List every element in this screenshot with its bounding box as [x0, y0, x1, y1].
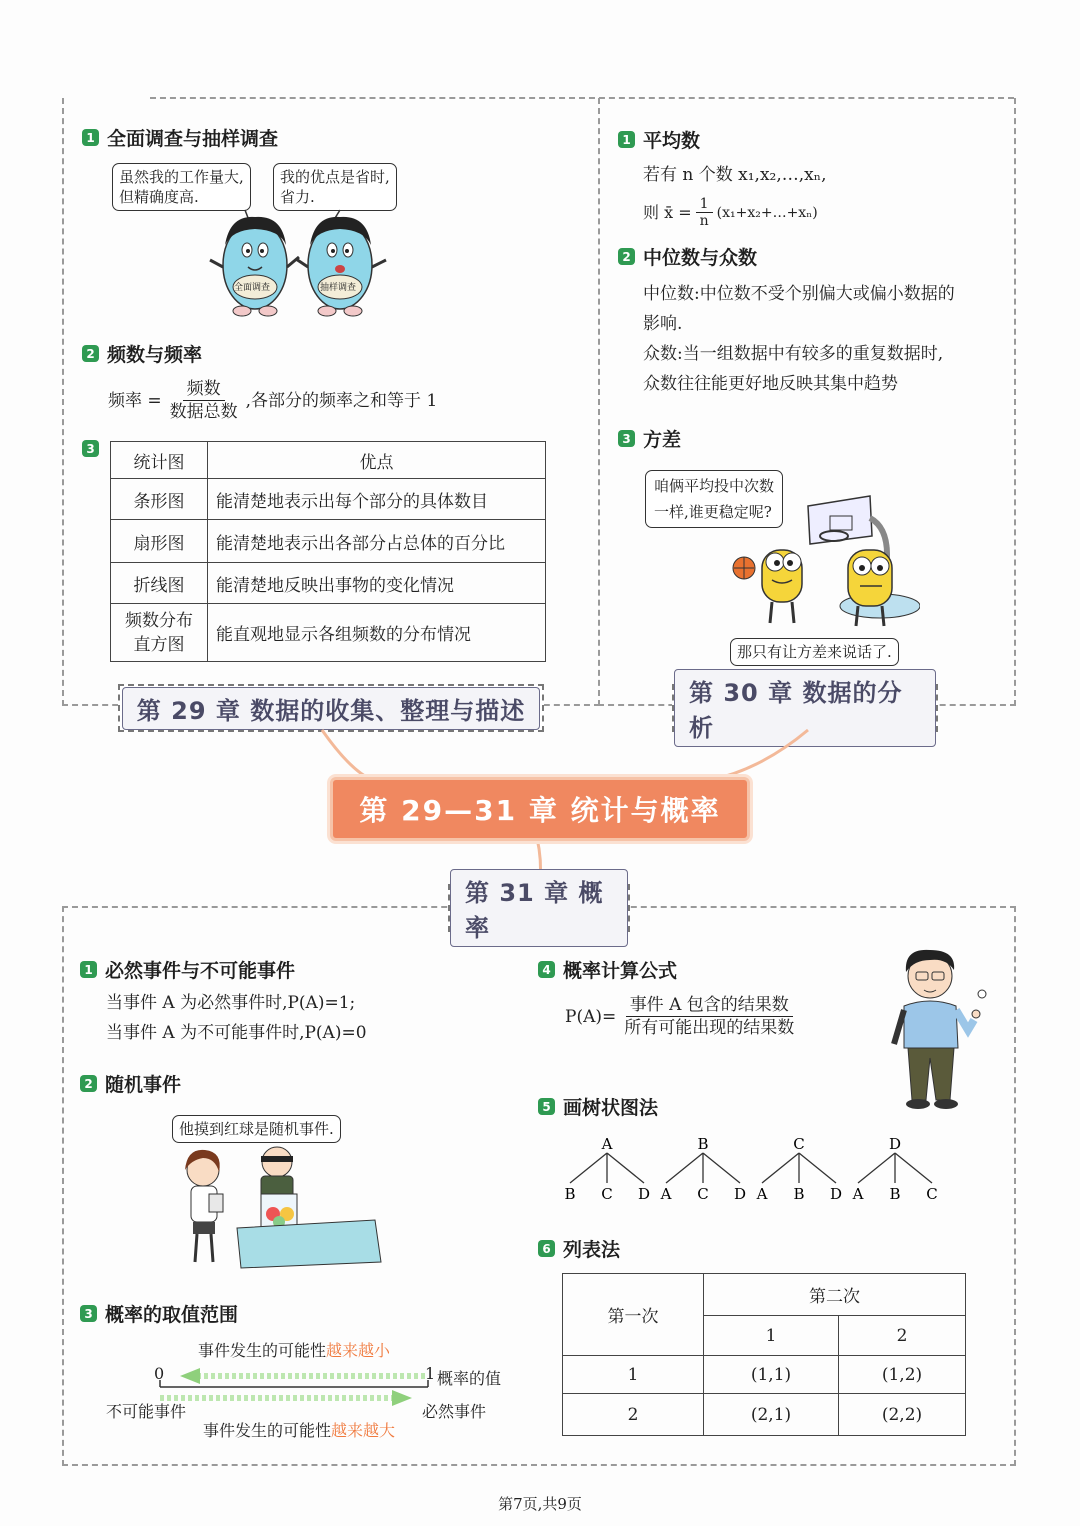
tree-leaf: B: [564, 1185, 576, 1203]
tree-root: A: [601, 1135, 613, 1153]
tree-diagrams: [555, 1135, 950, 1205]
tree-leaf: A: [660, 1185, 672, 1203]
range-bottom-text: [203, 1416, 395, 1446]
section-title-text: 随机事件: [105, 1074, 182, 1096]
table-cell: 能清楚地表示出各部分占总体的百分比: [208, 520, 546, 563]
probability-formula: [565, 994, 802, 1039]
section-title-text: 频数与频率: [107, 344, 203, 366]
bubble-line: 咱俩平均投中次数: [654, 477, 775, 495]
table-header: 第二次: [704, 1274, 966, 1316]
section-number: 4: [538, 961, 555, 978]
tree-leaf: C: [697, 1185, 709, 1203]
ch31-section4-title: [538, 956, 677, 983]
tree-leaf: B: [889, 1185, 901, 1203]
cell-line: 直方图: [133, 634, 185, 655]
formula-lhs: 则 x̄ =: [643, 202, 692, 222]
section-number: 2: [80, 1075, 97, 1092]
section-title-text: 中位数与众数: [643, 247, 758, 269]
section-title-text: 全面调查与抽样调查: [107, 128, 279, 150]
section-number: 5: [538, 1098, 555, 1115]
mode-text-line: 众数:当一组数据中有较多的重复数据时,: [643, 344, 944, 364]
tree-root: C: [793, 1135, 805, 1153]
section-title-text: 画树状图法: [563, 1097, 659, 1119]
table-row: [563, 1356, 966, 1394]
section-title-text: 方差: [643, 429, 682, 451]
section-number: 1: [618, 131, 635, 148]
range-highlight: 越来越大: [331, 1421, 396, 1440]
section-title-text: 平均数: [643, 130, 701, 152]
section-title-text: 必然事件与不可能事件: [105, 960, 296, 982]
table-header: 第一次: [563, 1274, 704, 1356]
section-number: 1: [82, 129, 99, 146]
listing-table: [562, 1273, 966, 1436]
table-header: 1: [704, 1316, 839, 1356]
numerator: 1: [696, 196, 713, 213]
tree-diagram-2: [660, 1135, 746, 1203]
median-text-line: 中位数:中位数不受个别偏大或偏小数据的: [643, 284, 955, 304]
numerator: 事件 A 包含的结果数: [626, 994, 793, 1017]
tree-root: D: [888, 1135, 902, 1153]
tree-leaf: D: [829, 1185, 843, 1203]
table-cell: (1,2): [839, 1356, 966, 1394]
range-text: 事件发生的可能性: [198, 1341, 327, 1360]
tree-leaf: D: [733, 1185, 747, 1203]
cell-line: 频数分布: [125, 610, 193, 631]
range-highlight: 越来越小: [326, 1341, 391, 1360]
section-number: 3: [82, 440, 99, 457]
chapter-29-label-text: 第 29 章 数据的收集、整理与描述: [122, 687, 540, 730]
table-header: 2: [839, 1316, 966, 1356]
tree-leaf: C: [601, 1185, 613, 1203]
section-number: 6: [538, 1240, 555, 1257]
ch31-section2-title: [80, 1070, 181, 1097]
tree-leaf: B: [793, 1185, 805, 1203]
range-top-text: [198, 1336, 390, 1366]
section-number: 3: [618, 430, 635, 447]
range-zero: 0: [154, 1364, 165, 1383]
char-label-sample-survey: 抽样调查: [320, 283, 357, 293]
section-title-text: 概率的取值范围: [105, 1304, 239, 1326]
mean-line1: 若有 n 个数 x₁,x₂,…,xₙ,: [643, 165, 827, 185]
bubble-line: 省力.: [280, 188, 315, 206]
impossible-event-line: 当事件 A 为不可能事件时,P(A)=0: [106, 1023, 367, 1043]
ch31-section1-title: [80, 956, 295, 983]
certain-event-line: 当事件 A 为必然事件时,P(A)=1;: [106, 993, 356, 1013]
speech-bubble-variance-answer: 那只有让方差来说话了.: [730, 638, 899, 666]
mode-text-line: 众数往往能更好地反映其集中趋势: [643, 374, 898, 394]
formula-tail: (x₁+x₂+…+xₙ): [716, 204, 818, 221]
range-one: 1: [425, 1364, 436, 1383]
table-cell: 2: [563, 1394, 704, 1436]
fraction: [620, 994, 798, 1039]
tree-root: B: [697, 1135, 709, 1153]
numerator: 频数: [183, 378, 225, 401]
section-title-text: 概率计算公式: [563, 960, 678, 982]
chapter-30-label-text: 第 30 章 数据的分析: [674, 669, 936, 747]
formula-lhs: P(A)=: [565, 1006, 617, 1027]
main-title: 第 29—31 章 统计与概率: [330, 777, 750, 841]
tree-leaf: A: [756, 1185, 768, 1203]
formula-tail: ,各部分的频率之和等于 1: [245, 390, 438, 411]
table-cell: (2,2): [839, 1394, 966, 1436]
denominator: n: [699, 213, 709, 229]
table-header: 优点: [208, 442, 546, 479]
page-footer: 第7页,共9页: [498, 1495, 582, 1513]
tree-leaf: A: [852, 1185, 864, 1203]
bubble-line: 一样,谁更稳定呢?: [654, 503, 772, 521]
tree-diagram-3: [756, 1135, 842, 1203]
table-cell: 折线图: [111, 563, 208, 604]
chapter-31-label-text: 第 31 章 概率: [450, 869, 628, 947]
bubble-line: 虽然我的工作量大,: [119, 168, 244, 186]
table-cell: 条形图: [111, 479, 208, 520]
table-cell: 能清楚地表示出每个部分的具体数目: [208, 479, 546, 520]
section-number: 1: [80, 961, 97, 978]
bubble-line: 我的优点是省时,: [280, 168, 390, 186]
table-row: [563, 1394, 966, 1436]
formula-lhs: 频率 =: [108, 390, 162, 411]
tree-diagram-1: [564, 1135, 650, 1203]
table-cell: 能直观地显示各组频数的分布情况: [208, 604, 546, 662]
ch31-section5-title: [538, 1093, 658, 1120]
range-left-label: 不可能事件: [106, 1402, 187, 1421]
section-number: 2: [82, 345, 99, 362]
probability-range-arrows: [150, 1368, 435, 1408]
median-text-line: 影响.: [643, 314, 683, 334]
bubble-line: 但精确度高.: [119, 188, 199, 206]
section-number: 2: [618, 248, 635, 265]
ch31-section6-title: [538, 1235, 620, 1262]
table-cell: 能清楚地反映出事物的变化情况: [208, 563, 546, 604]
range-text: 事件发生的可能性: [203, 1421, 332, 1440]
chapter-31-label: [448, 879, 630, 942]
denominator: 所有可能出现的结果数: [624, 1018, 795, 1038]
table-cell: (2,1): [704, 1394, 839, 1436]
tree-leaf: D: [637, 1185, 651, 1203]
table-cell: (1,1): [704, 1356, 839, 1394]
table-header: 统计图: [111, 442, 208, 479]
denominator: 数据总数: [169, 402, 238, 422]
char-label-full-survey: 全面调查: [234, 283, 271, 293]
teacher-illustration: [888, 940, 988, 1112]
table-cell: 1: [563, 1356, 704, 1394]
range-value-label: 概率的值: [437, 1369, 502, 1388]
section-title-text: 列表法: [563, 1239, 621, 1261]
ch31-section3-title: [80, 1300, 238, 1327]
random-event-illustration: [175, 1140, 385, 1270]
tree-leaf: C: [926, 1185, 938, 1203]
speech-bubble-random-event: 他摸到红球是随机事件.: [172, 1115, 341, 1143]
tree-diagram-4: [852, 1135, 938, 1203]
range-right-label: 必然事件: [422, 1402, 487, 1421]
section-number: 3: [80, 1305, 97, 1322]
table-cell: 扇形图: [111, 520, 208, 563]
